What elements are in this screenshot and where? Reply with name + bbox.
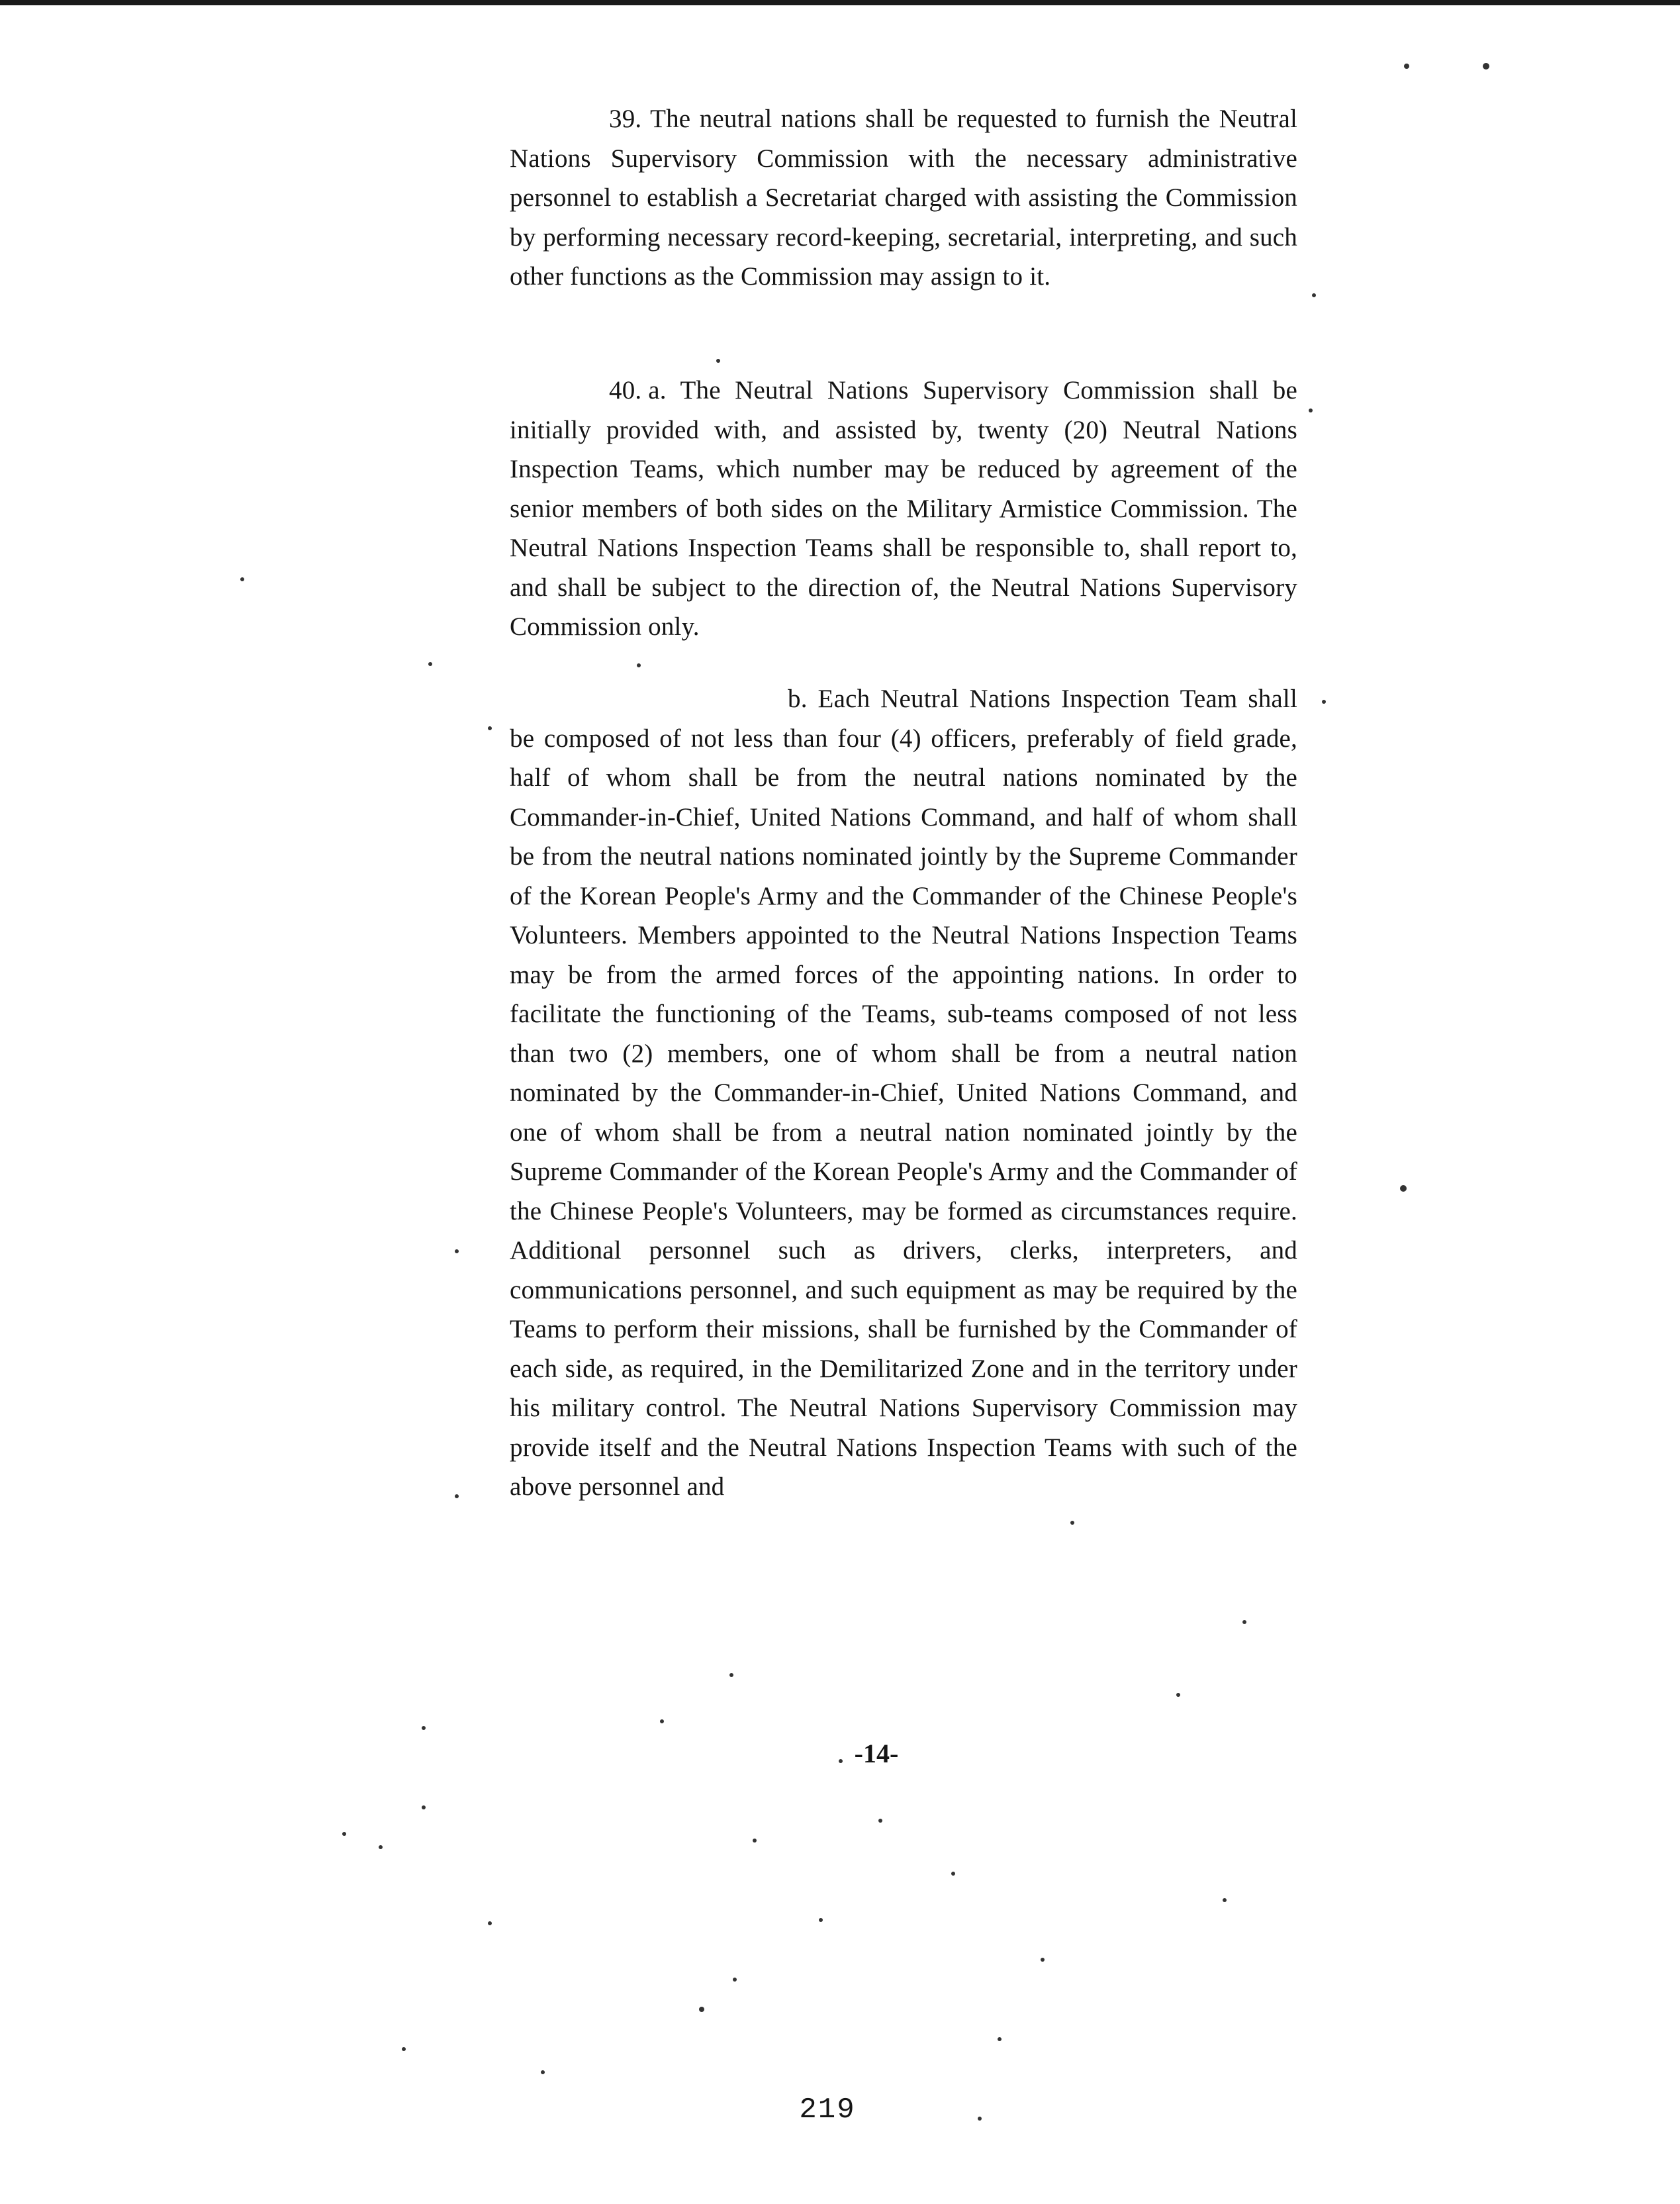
paragraph-text: The Neutral Nations Supervisory Commission shall be initially provided with, and assisted by, twenty (20) Neutral Nations Inspection Teams, which number may be reduced by agreement of the senior members of both sides on the Military Armistice Commission. The Neutral Nations Inspection Teams shall be responsible to, shall report to, and shall be subject to the direction of, the Neutral Nations Supervisory Commission only. [510,376,1298,641]
paragraph-text: The neutral nations shall be requested to furnish the Neutral Nations Supervisory Commission with the necessary administrative personnel to establish a Secretariat charged with assisting the Commission by performing necessary record-keeping, secretarial, interpreting, and such other functions as the Commission may assign to it. [510,105,1297,291]
paragraph-number: b. [788,685,808,713]
paragraph-40a [510,371,1297,647]
page-number: -14- [854,1739,899,1768]
scan-top-border [0,0,1680,5]
paragraph-number: 40. a. [609,376,667,405]
collection-page-number: 219 [799,2093,856,2127]
paragraph-39 [510,99,1297,297]
paragraph-number: 39. [609,105,642,133]
paragraph-40b [510,679,1297,1507]
paragraph-text: Each Neutral Nations Inspection Team shall be composed of not less than four (4) officers, preferably of field grade, half of whom shall be from the neutral nations nominated by the Commander-in-Chief, United Nations Command, and half of whom shall be from the neutral nations nominated jointly by the Supreme Commander of the Korean People's Army and the Commander of the Chinese People's Volunteers. Members appointed to the Neutral Nations Inspection Teams may be from the armed forces of the appointing nations. In order to facilitate the functioning of the Teams, sub-teams composed of not less than two (2) members, one of whom shall be from a neutral nation nominated by the Commander-in-Chief, United Nations Command, and one of whom shall be from a neutral nation nominated jointly by the Supreme Commander of the Korean People's Army and the Commander of the Chinese People's Volunteers, may be formed as circumstances require. Additional personnel such as drivers, clerks, interpreters, and communications personnel, and such equipment as may be required by the Teams to perform their missions, shall be furnished by the Commander of each side, as required, in the Demilitarized Zone and in the territory under his military control. The Neutral Nations Supervisory Commission may provide itself and the Neutral Nations Inspection Teams with such of the above personnel and [510,685,1298,1501]
